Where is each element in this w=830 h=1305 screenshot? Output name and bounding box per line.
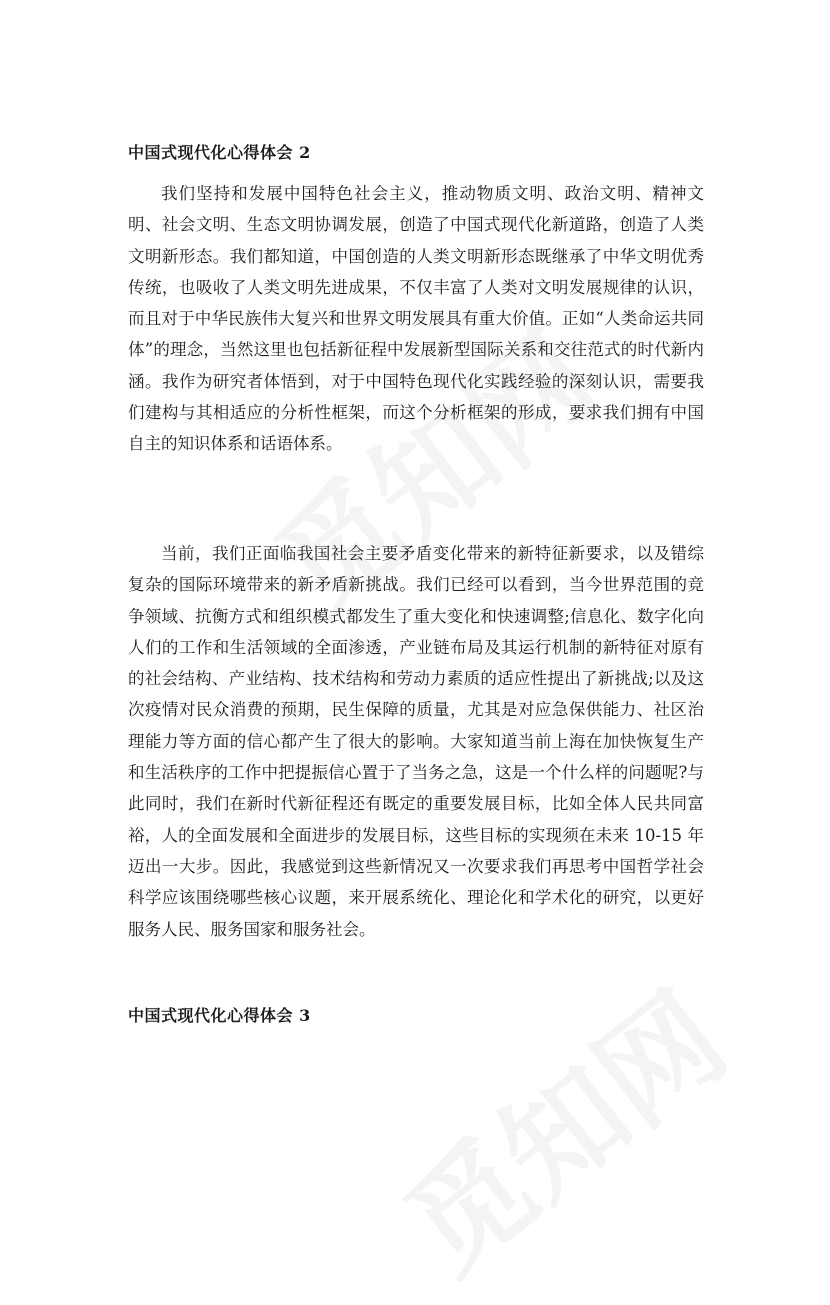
section-title: 中国式现代化心得体会 2 (128, 143, 311, 162)
paragraph: 我们坚持和发展中国特色社会主义，推动物质文明、政治文明、精神文明、社会文明、生态文明协调发展，创造了中国式现代化新道路，创造了人类文明新形态。我们都知道，中国创造的人类文明新形态既继承了中华文明优秀传统，也吸收了人类文明先进成果，不仅丰富了人类对文明发展规律的认识，而且对于中华民族伟大复兴和世界文明发展具有重大价值。正如“人类命运共同体”的理念，当然这里也包括新征程中发展新型国际关系和交往范式的时代新内涵。我作为研究者体悟到，对于中国特色现代化实践经验的深刻认识，需要我们建构与其相适应的分析性框架，而这个分析框架的形成，要求我们拥有中国自主的知识体系和话语体系。 (128, 184, 704, 454)
section-title: 中国式现代化心得体会 3 (128, 1006, 311, 1025)
paragraph: 当前，我们正面临我国社会主要矛盾变化带来的新特征新要求，以及错综复杂的国际环境带来的新矛盾新挑战。我们已经可以看到，当今世界范围的竞争领域、抗衡方式和组织模式都发生了重大变化和快速调整;信息化、数字化向人们的工作和生活领域的全面渗透，产业链布局及其运行机制的新特征对原有的社会结构、产业结构、技术结构和劳动力素质的适应性提出了新挑战;以及这次疫情对民众消费的预期，民生保障的质量，尤其是对应急保供能力、社区治理能力等方面的信心都产生了很大的影响。大家知道当前上海在加快恢复生产和生活秩序的工作中把提振信心置于了当务之急，这是一个什么样的问题呢?与此同时，我们在新时代新征程还有既定的重要发展目标，比如全体人民共同富裕，人的全面发展和全面进步的发展目标，这些目标的实现须在未来 10-15 年迈出一大步。因此，我感觉到这些新情况又一次要求我们再思考中国哲学社会科学应该围绕哪些核心议题，来开展系统化、理论化和学术化的研究，以更好服务人民、服务国家和服务社会。 (128, 544, 704, 939)
watermark (365, 947, 755, 1304)
